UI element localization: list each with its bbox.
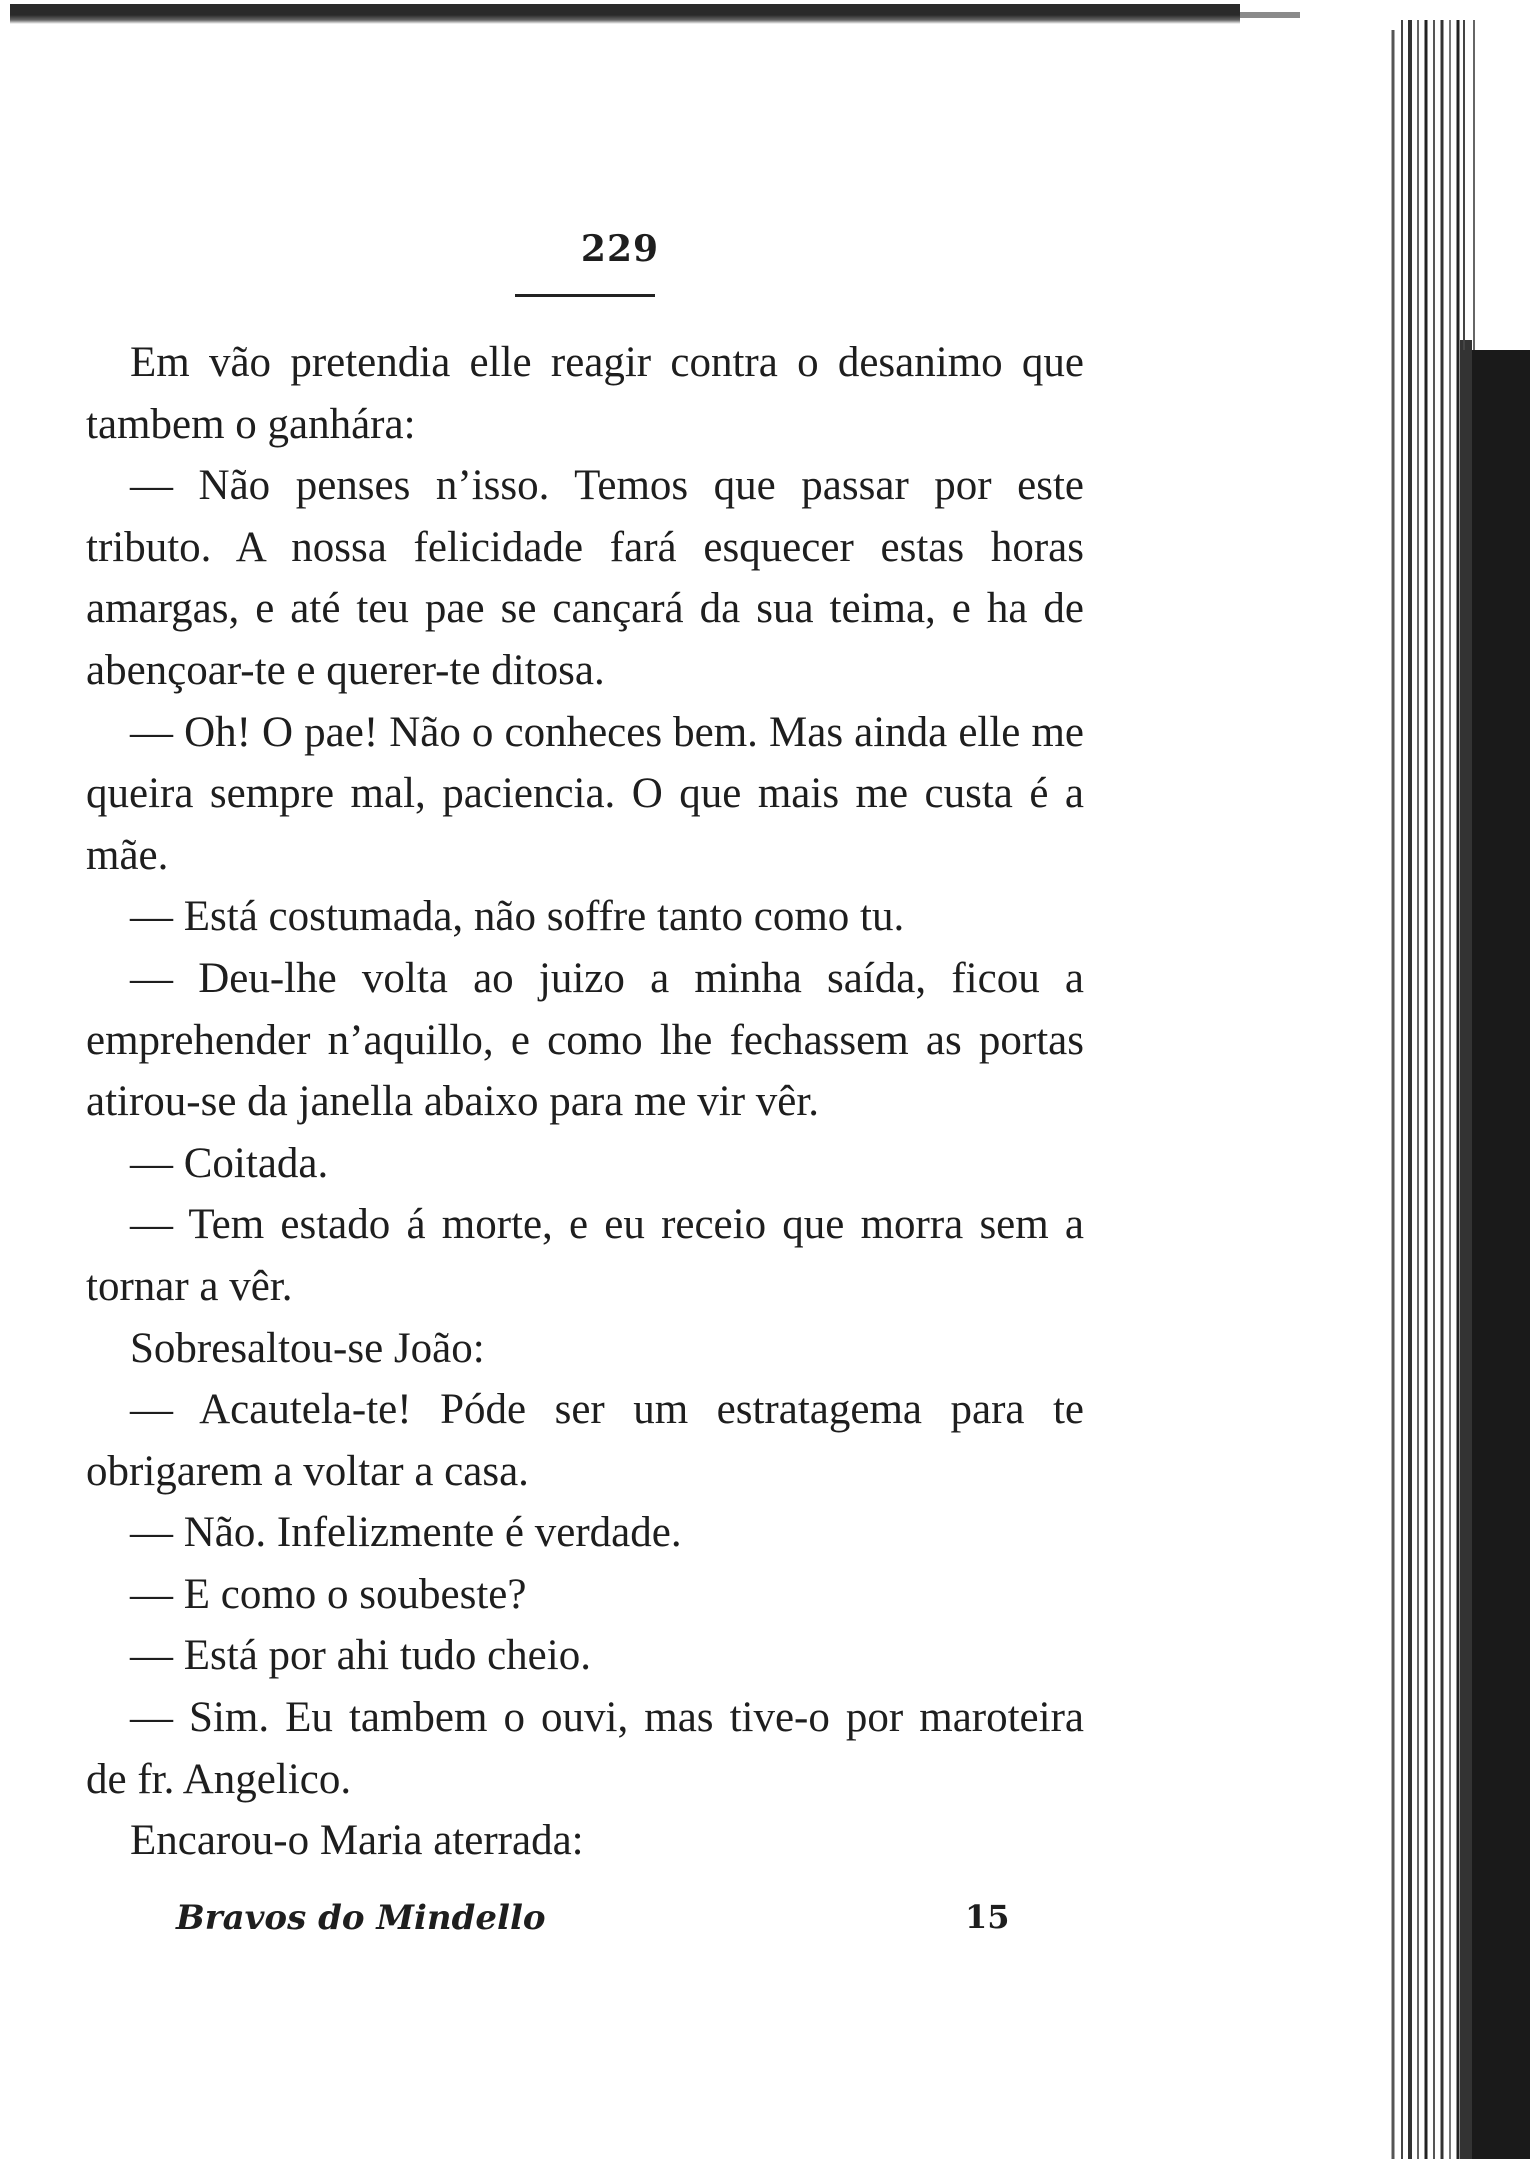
page-edge-shadow	[1390, 20, 1530, 2159]
paragraph: — Oh! O pae! Não o conheces bem. Mas ainda elle me queira sempre mal, paciencia. O que mais me custa é a mãe.	[86, 708, 1084, 879]
paragraph: Encarou-o Maria aterrada:	[130, 1817, 584, 1865]
paragraph: — Acautela-te! Póde ser um estratagema para te obrigarem a voltar a casa.	[86, 1386, 1084, 1495]
paragraph: — E como o soubeste?	[130, 1570, 527, 1618]
top-edge-shadow-tail	[1240, 12, 1300, 18]
paragraph: Sobresaltou-se João:	[130, 1324, 485, 1372]
paragraph: — Tem estado á morte, e eu receio que morra sem a tornar a vêr.	[86, 1201, 1084, 1310]
footer-signature-mark: 15	[965, 1898, 1010, 1936]
page-number-rule	[515, 294, 655, 297]
body-text	[86, 332, 1084, 1872]
paragraph: — Está por ahi tudo cheio.	[130, 1632, 591, 1680]
paragraph: — Não penses n’isso. Temos que passar por este tributo. A nossa felicidade fará esquecer estas horas amargas, e até teu pae se cançará da sua teima, e ha de abençoar-te e querer-te ditosa.	[86, 462, 1084, 694]
paragraph: — Sim. Eu tambem o ouvi, mas tive-o por maroteira de fr. Angelico.	[86, 1694, 1084, 1803]
paragraph: — Coitada.	[130, 1139, 329, 1187]
top-edge-shadow	[10, 4, 1240, 24]
page-number: 229	[580, 228, 660, 270]
paragraph: — Não. Infelizmente é verdade.	[130, 1509, 682, 1557]
paragraph: — Está costumada, não soffre tanto como tu.	[130, 893, 905, 941]
paragraph: Em vão pretendia elle reagir contra o desanimo que tambem o ganhára:	[86, 339, 1084, 448]
paragraph: — Deu-lhe volta ao juizo a minha saída, ficou a emprehender n’aquillo, e como lhe fechassem as portas atirou-se da janella abaixo para me vir vêr.	[86, 954, 1084, 1126]
footer-book-title: Bravos do Mindello	[176, 1898, 546, 1938]
